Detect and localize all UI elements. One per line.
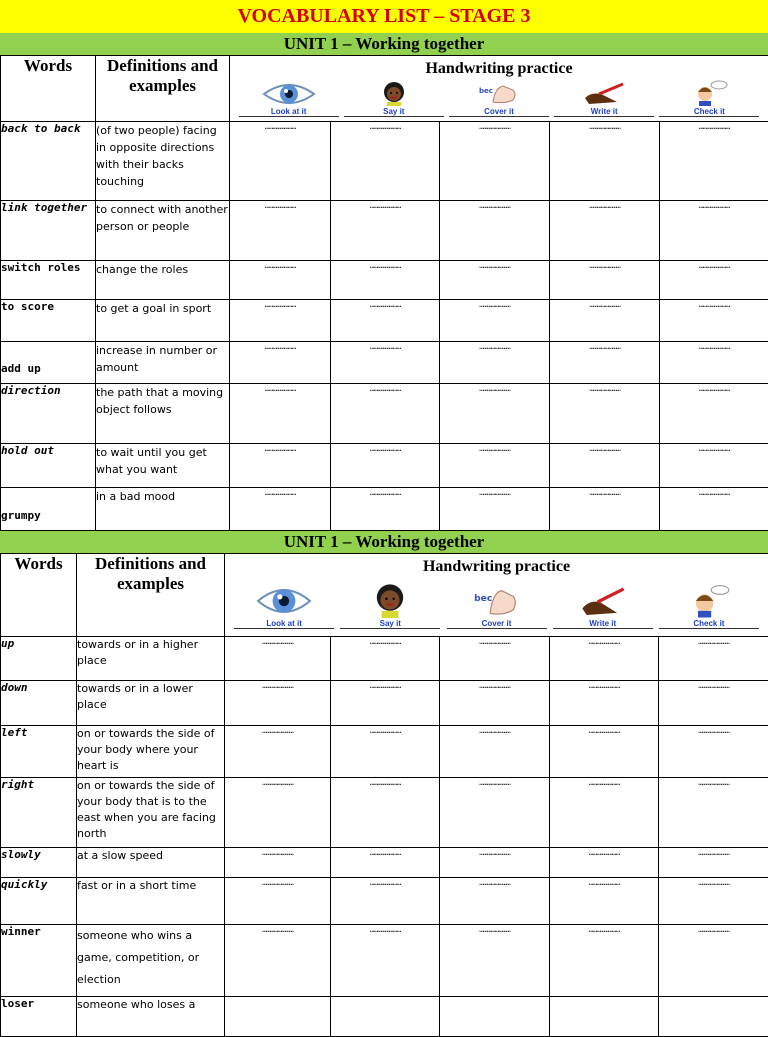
unit-title: UNIT 1 – Working together	[0, 531, 768, 553]
boy-thinking-icon	[687, 584, 731, 618]
practice-cell[interactable]: ……………………	[660, 201, 768, 261]
practice-cell[interactable]: ……………………	[225, 726, 331, 778]
table-header-row	[1, 56, 768, 122]
practice-cell[interactable]: ……………………	[440, 778, 550, 848]
practice-cell[interactable]: ……………………	[440, 122, 550, 201]
table-row	[1, 122, 768, 201]
word-cell: link together	[1, 201, 96, 261]
practice-cell[interactable]: ……………………	[659, 878, 768, 925]
practice-cell[interactable]: ……………………	[659, 778, 768, 848]
word-cell: left	[1, 726, 77, 778]
practice-cell[interactable]: ……………………	[230, 342, 331, 384]
practice-cell[interactable]: ……………………	[660, 488, 768, 531]
word-cell: add up	[1, 342, 96, 384]
practice-cell[interactable]: ……………………	[550, 848, 659, 878]
handwriting-title: Handwriting practice	[230, 60, 768, 78]
word-cell: direction	[1, 384, 96, 444]
table-row	[1, 848, 768, 878]
svg-text:bec: bec	[479, 87, 493, 95]
handwriting-header	[225, 554, 768, 637]
practice-cell[interactable]: ……………………	[230, 488, 331, 531]
step-label: Cover it	[482, 619, 512, 628]
word-cell: switch roles	[1, 261, 96, 300]
word-cell: to score	[1, 300, 96, 342]
practice-cell[interactable]: ……………………	[659, 848, 768, 878]
girl-face-icon	[372, 582, 408, 618]
definition-cell: on or towards the side of your body where your heart is	[77, 726, 225, 778]
hand-cover-icon	[474, 586, 520, 618]
step-check	[659, 80, 759, 117]
practice-cell[interactable]: ……………………	[331, 848, 440, 878]
practice-cell[interactable]: ……………………	[440, 848, 550, 878]
table-row	[1, 726, 768, 778]
practice-cell[interactable]: ……………………	[440, 300, 550, 342]
table-row	[1, 300, 768, 342]
handwriting-steps	[225, 582, 768, 629]
practice-cell[interactable]	[331, 997, 440, 1037]
eye-icon	[262, 82, 316, 106]
step-label: Check it	[694, 107, 725, 116]
practice-cell[interactable]: ……………………	[225, 681, 331, 726]
practice-cell[interactable]: ……………………	[440, 444, 550, 488]
definition-cell: change the roles	[96, 261, 230, 300]
hand-cover-icon	[479, 82, 519, 106]
practice-cell[interactable]: ……………………	[440, 384, 550, 444]
word-cell: down	[1, 681, 77, 726]
table-row	[1, 488, 768, 531]
practice-cell[interactable]: ……………………	[331, 261, 440, 300]
definition-cell: at a slow speed	[77, 848, 225, 878]
step-look	[239, 82, 339, 117]
practice-cell[interactable]: ……………………	[230, 201, 331, 261]
table-row	[1, 201, 768, 261]
handwriting-steps	[230, 80, 768, 117]
step-cover	[449, 82, 549, 117]
practice-cell[interactable]: ……………………	[659, 681, 768, 726]
practice-cell[interactable]: ……………………	[331, 122, 440, 201]
definition-cell: towards or in a lower place	[77, 681, 225, 726]
practice-cell[interactable]: ……………………	[550, 201, 660, 261]
definition-cell: increase in number or amount	[96, 342, 230, 384]
practice-cell[interactable]: ……………………	[550, 878, 659, 925]
word-cell: back to back	[1, 122, 96, 201]
step-label: Cover it	[484, 107, 514, 116]
practice-cell[interactable]: ……………………	[331, 681, 440, 726]
unit-title: UNIT 1 – Working together	[0, 33, 768, 55]
practice-cell[interactable]: ……………………	[550, 261, 660, 300]
practice-cell[interactable]: ……………………	[660, 444, 768, 488]
practice-cell[interactable]: ……………………	[331, 878, 440, 925]
definition-cell: on or towards the side of your body that is to the east when you are facing north	[77, 778, 225, 848]
step-label: Say it	[380, 619, 401, 628]
practice-cell[interactable]: ……………………	[225, 878, 331, 925]
hand-pencil-icon	[578, 586, 628, 618]
practice-cell[interactable]	[659, 997, 768, 1037]
word-cell: right	[1, 778, 77, 848]
definition-cell: fast or in a short time	[77, 878, 225, 925]
practice-cell[interactable]	[440, 997, 550, 1037]
eye-icon	[256, 584, 312, 618]
step-label: Say it	[383, 107, 404, 116]
girl-face-icon	[379, 80, 409, 106]
practice-cell[interactable]: ……………………	[659, 925, 768, 997]
step-label: Look at it	[266, 619, 302, 628]
vocab-table	[0, 55, 768, 531]
practice-cell[interactable]: ……………………	[440, 342, 550, 384]
practice-cell[interactable]: ……………………	[331, 201, 440, 261]
word-cell: loser	[1, 997, 77, 1037]
practice-cell[interactable]: ……………………	[550, 681, 659, 726]
practice-cell[interactable]: ……………………	[225, 925, 331, 997]
definition-cell: in a bad mood	[96, 488, 230, 531]
practice-cell[interactable]: ……………………	[331, 384, 440, 444]
table-row	[1, 637, 768, 681]
page-title: VOCABULARY LIST – STAGE 3	[0, 0, 768, 33]
words-header: Words	[1, 56, 96, 122]
step-look	[234, 584, 334, 629]
words-header: Words	[1, 554, 77, 637]
hand-pencil-icon	[581, 82, 627, 106]
step-write	[553, 586, 653, 629]
definition-cell: (of two people) facing in opposite directions with their backs touching	[96, 122, 230, 201]
table-row	[1, 444, 768, 488]
practice-cell[interactable]: ……………………	[440, 261, 550, 300]
practice-cell[interactable]: ……………………	[660, 261, 768, 300]
practice-cell[interactable]: ……………………	[331, 300, 440, 342]
definition-cell: to wait until you get what you want	[96, 444, 230, 488]
practice-cell[interactable]: ……………………	[230, 261, 331, 300]
practice-cell[interactable]: ……………………	[440, 637, 550, 681]
practice-cell[interactable]: ……………………	[331, 342, 440, 384]
table-row	[1, 384, 768, 444]
handwriting-title: Handwriting practice	[225, 558, 768, 576]
practice-cell[interactable]: ……………………	[550, 637, 659, 681]
practice-cell[interactable]: ……………………	[550, 384, 660, 444]
practice-cell[interactable]: ……………………	[659, 637, 768, 681]
practice-cell[interactable]: ……………………	[550, 300, 660, 342]
practice-cell[interactable]: ……………………	[660, 384, 768, 444]
practice-cell[interactable]: ……………………	[230, 444, 331, 488]
practice-cell[interactable]: ……………………	[331, 488, 440, 531]
practice-cell[interactable]: ……………………	[331, 778, 440, 848]
boy-thinking-icon	[689, 80, 729, 106]
table-row	[1, 681, 768, 726]
word-cell: hold out	[1, 444, 96, 488]
table-row	[1, 778, 768, 848]
svg-text:bec: bec	[474, 594, 492, 604]
step-label: Look at it	[271, 107, 307, 116]
step-write	[554, 82, 654, 117]
practice-cell[interactable]: ……………………	[660, 300, 768, 342]
practice-cell[interactable]: ……………………	[230, 300, 331, 342]
practice-cell[interactable]: ……………………	[225, 778, 331, 848]
step-label: Write it	[591, 107, 618, 116]
practice-cell[interactable]: ……………………	[550, 726, 659, 778]
step-check	[659, 584, 759, 629]
practice-cell[interactable]: ……………………	[331, 637, 440, 681]
definition-cell: the path that a moving object follows	[96, 384, 230, 444]
vocab-table	[0, 553, 768, 1037]
step-label: Write it	[589, 619, 616, 628]
word-cell: slowly	[1, 848, 77, 878]
practice-cell[interactable]: ……………………	[660, 342, 768, 384]
practice-cell[interactable]	[225, 997, 331, 1037]
step-say	[340, 582, 440, 629]
step-label: Check it	[693, 619, 724, 628]
step-say	[344, 80, 444, 117]
table-row	[1, 342, 768, 384]
practice-cell[interactable]: ……………………	[550, 444, 660, 488]
definition-cell: towards or in a higher place	[77, 637, 225, 681]
practice-cell[interactable]: ……………………	[440, 878, 550, 925]
table-header-row	[1, 554, 768, 637]
definition-cell: to connect with another person or people	[96, 201, 230, 261]
practice-cell[interactable]	[550, 997, 659, 1037]
practice-cell[interactable]: ……………………	[440, 681, 550, 726]
practice-cell[interactable]: ……………………	[550, 122, 660, 201]
practice-cell[interactable]: ……………………	[230, 384, 331, 444]
definitions-header: Definitions and examples	[77, 554, 225, 637]
handwriting-header	[230, 56, 768, 122]
table-row	[1, 878, 768, 925]
word-cell: up	[1, 637, 77, 681]
practice-cell[interactable]: ……………………	[550, 342, 660, 384]
definition-cell: someone who wins a game, competition, or election	[77, 925, 225, 997]
practice-cell[interactable]: ……………………	[230, 122, 331, 201]
practice-cell[interactable]: ……………………	[331, 444, 440, 488]
word-cell: winner	[1, 925, 77, 997]
definition-cell: to get a goal in sport	[96, 300, 230, 342]
definitions-header: Definitions and examples	[96, 56, 230, 122]
practice-cell[interactable]: ……………………	[440, 925, 550, 997]
practice-cell[interactable]: ……………………	[225, 637, 331, 681]
table-row	[1, 925, 768, 997]
table-row	[1, 997, 768, 1037]
practice-cell[interactable]: ……………………	[440, 488, 550, 531]
practice-cell[interactable]: ……………………	[440, 726, 550, 778]
practice-cell[interactable]: ……………………	[550, 488, 660, 531]
practice-cell[interactable]: ……………………	[550, 925, 659, 997]
practice-cell[interactable]: ……………………	[331, 726, 440, 778]
practice-cell[interactable]: ……………………	[660, 122, 768, 201]
practice-cell[interactable]: ……………………	[659, 726, 768, 778]
table-row	[1, 261, 768, 300]
definition-cell: someone who loses a	[77, 997, 225, 1037]
word-cell: quickly	[1, 878, 77, 925]
step-cover	[447, 586, 547, 629]
practice-cell[interactable]: ……………………	[550, 778, 659, 848]
word-cell: grumpy	[1, 488, 96, 531]
practice-cell[interactable]: ……………………	[331, 925, 440, 997]
practice-cell[interactable]: ……………………	[440, 201, 550, 261]
practice-cell[interactable]: ……………………	[225, 848, 331, 878]
